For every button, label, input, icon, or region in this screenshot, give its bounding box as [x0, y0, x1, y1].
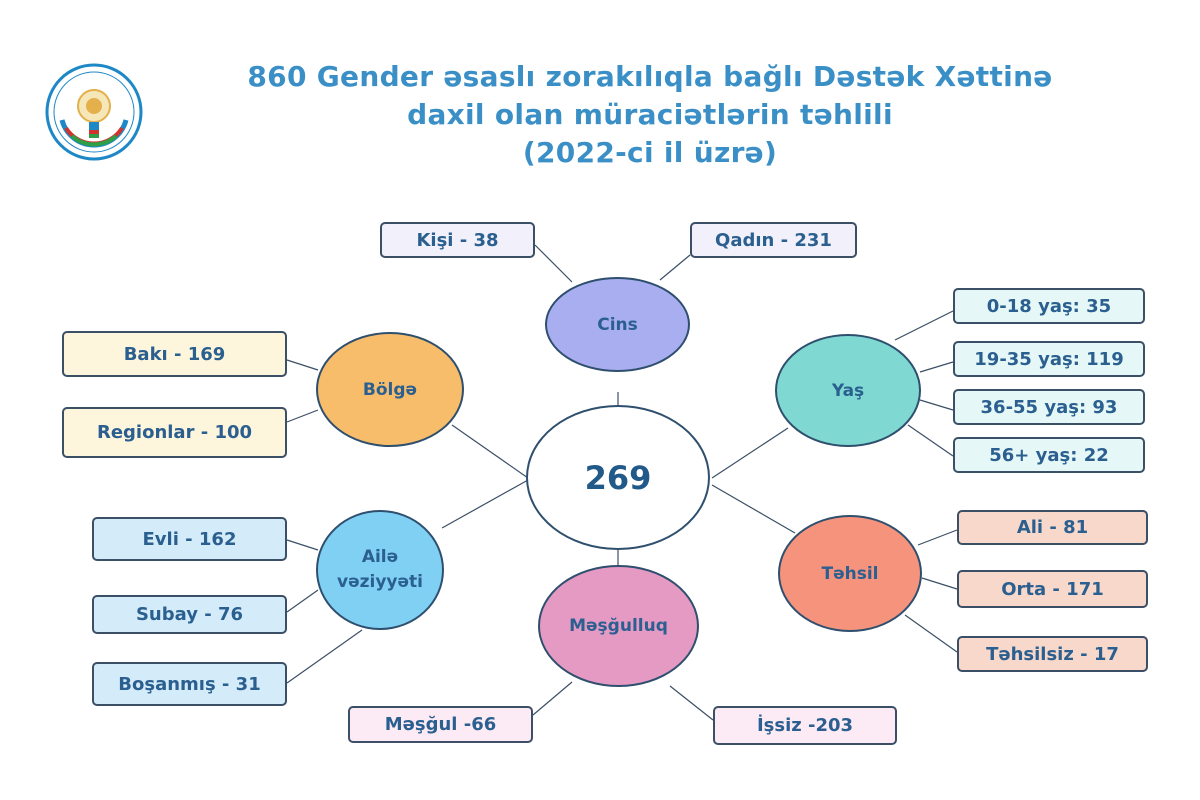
education-circle	[778, 515, 922, 632]
regions-count: Regionlar - 100	[96, 422, 253, 443]
secondary-education-count: Orta - 171	[1001, 578, 1104, 600]
regions-count-box	[62, 407, 287, 458]
employed-count: Məşğul -66	[384, 714, 497, 735]
age-0-18: 0-18 yaş: 35	[986, 295, 1112, 317]
region-label: Bölgə	[362, 379, 418, 400]
baku-count-box	[62, 331, 287, 377]
divorced-count-box	[92, 662, 287, 706]
gender-circle	[545, 277, 690, 372]
total-count-circle	[526, 405, 710, 550]
female-count: Qadın - 231	[715, 229, 832, 251]
secondary-education-box	[957, 570, 1148, 608]
age-36-55: 36-55 yaş: 93	[980, 396, 1118, 418]
baku-count: Bakı - 169	[123, 343, 226, 365]
employed-count-box	[348, 706, 533, 743]
unemployed-count: İşsiz -203	[756, 715, 854, 736]
gender-label: Cins	[597, 314, 638, 335]
region-circle	[316, 332, 464, 447]
total-count: 269	[584, 458, 652, 497]
employment-circle	[538, 565, 699, 687]
male-count-box	[380, 222, 535, 258]
age-56-plus: 56+ yaş: 22	[989, 444, 1109, 466]
married-count-box	[92, 517, 287, 561]
age-36-55-box	[953, 389, 1145, 425]
employment-label: Məşğulluq	[569, 616, 668, 636]
divorced-count: Boşanmış - 31	[118, 673, 261, 695]
title-line-3: (2022-ci il üzrə)	[522, 136, 778, 169]
marital-status-circle	[316, 510, 444, 630]
married-count: Evli - 162	[142, 528, 237, 550]
marital-status-label-1: Ailə	[361, 547, 399, 567]
male-count: Kişi - 38	[416, 229, 499, 251]
age-19-35-box	[953, 341, 1145, 377]
title-line-2: daxil olan müraciətlərin təhlili	[407, 98, 893, 131]
marital-status-label-2: vəziyyəti	[337, 572, 423, 592]
single-count: Subay - 76	[135, 604, 244, 625]
age-0-18-box	[953, 288, 1145, 324]
higher-education-count: Ali - 81	[1016, 517, 1089, 538]
unemployed-count-box	[713, 706, 897, 745]
age-circle	[775, 334, 921, 447]
age-56-plus-box	[953, 437, 1145, 473]
age-label: Yaş	[831, 380, 865, 401]
education-label: Təhsil	[821, 563, 879, 584]
female-count-box	[690, 222, 857, 258]
title-line-1: 860 Gender əsaslı zorakılıqla bağlı Dəstək Xəttinə	[247, 60, 1053, 93]
higher-education-box	[957, 510, 1148, 545]
age-19-35: 19-35 yaş: 119	[974, 348, 1124, 370]
no-education-box	[957, 636, 1148, 672]
no-education-count: Təhsilsiz - 17	[986, 643, 1119, 665]
single-count-box	[92, 595, 287, 634]
